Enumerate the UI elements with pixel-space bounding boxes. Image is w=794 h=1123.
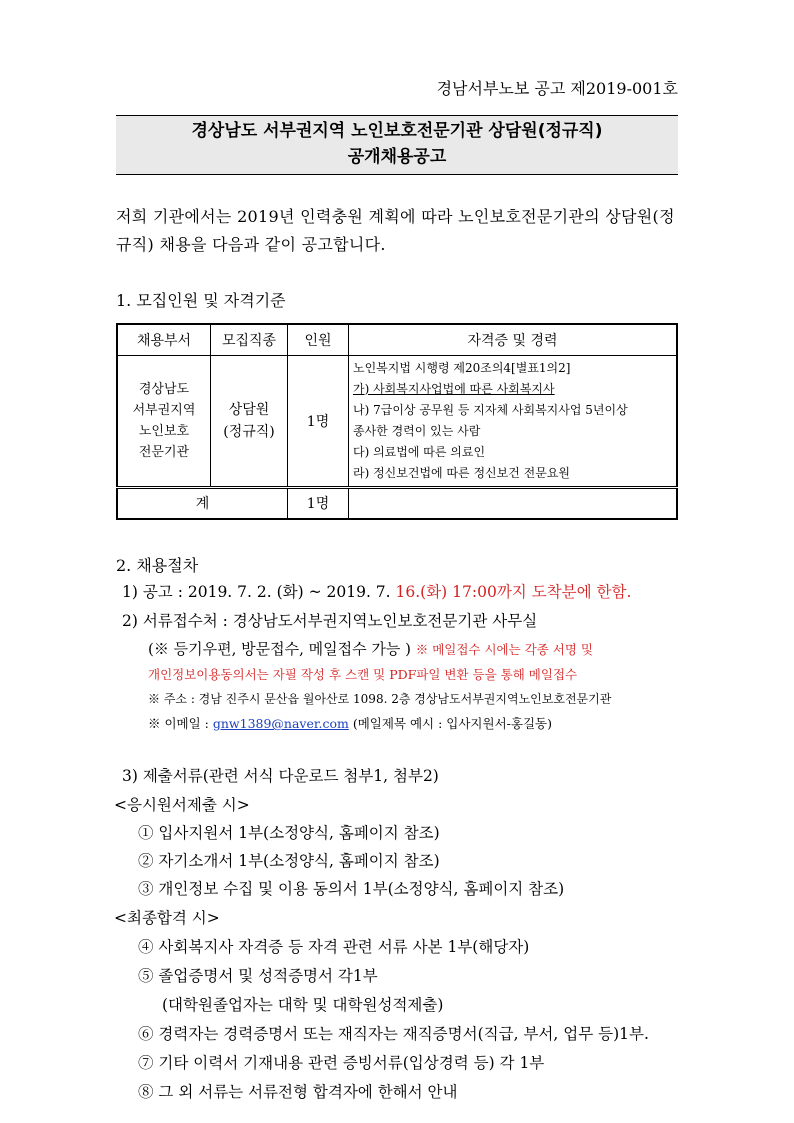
final-docs-heading: <최종합격 시> bbox=[114, 909, 220, 927]
job-cell: 상담원 (정규직) bbox=[211, 355, 288, 487]
title-line2: 공개채용공고 bbox=[347, 147, 447, 167]
submission-note: (※ 등기우편, 방문접수, 메일접수 가능 ) ※ 메일접수 시에는 각종 서명 및 bbox=[148, 640, 594, 658]
list-item: ② 자기소개서 1부(소정양식, 홈페이지 참조) bbox=[138, 852, 440, 870]
title-line1: 경상남도 서부권지역 노인보호전문기관 상담원(정규직) bbox=[191, 121, 603, 141]
recruitment-table bbox=[116, 323, 678, 520]
address-line: ※ 주소 : 경남 진주시 문산읍 월아산로 1098. 2층 경상남도서부권지역노인보호전문기관 bbox=[148, 692, 612, 706]
page-title bbox=[116, 115, 678, 175]
submission-note-red: 개인정보이용동의서는 자필 작성 후 스캔 및 PDF파일 변환 등을 통해 메일접수 bbox=[148, 667, 578, 682]
list-item: ⑤ 졸업증명서 및 성적증명서 각1부 bbox=[138, 967, 378, 985]
list-item: ⑥ 경력자는 경력증명서 또는 재직자는 재직증명서(직급, 부서, 업무 등)1부. bbox=[138, 1025, 649, 1043]
table-header-row bbox=[117, 324, 677, 355]
section1-heading: 1. 모집인원 및 자격기준 bbox=[116, 291, 286, 310]
total-label: 계 bbox=[117, 487, 288, 519]
table-row bbox=[117, 355, 677, 487]
qualification-cell: 노인복지법 시행령 제20조의4[별표1의2] 가) 사회복지사업법에 따른 사회복지사 나) 7급이상 공무원 등 지자체 사회복지사업 5년이상 종사한 경력이 있는 사람 다) 의료법에 따른 의료인 라) 정신보건법에 따른 정신보건 전문요원 bbox=[349, 355, 678, 487]
documents-heading: 3) 제출서류(관련 서식 다운로드 첨부1, 첨부2) bbox=[122, 767, 439, 785]
list-item: ① 입사지원서 1부(소정양식, 홈페이지 참조) bbox=[138, 824, 440, 842]
table-total-row bbox=[117, 487, 677, 519]
applicant-docs-heading: <응시원서제출 시> bbox=[114, 796, 250, 814]
total-count: 1명 bbox=[288, 487, 349, 519]
email-line: ※ 이메일 : gnw1389@naver.com (메일제목 예시 : 입사지원서-홍길동) bbox=[148, 716, 552, 731]
header-count: 인원 bbox=[288, 324, 349, 355]
list-item-note: (대학원졸업자는 대학 및 대학원성적제출) bbox=[162, 996, 444, 1014]
list-item: ③ 개인정보 수집 및 이용 동의서 1부(소정양식, 홈페이지 참조) bbox=[138, 880, 565, 898]
header-dept: 채용부서 bbox=[117, 324, 211, 355]
schedule-line: 1) 공고 : 2019. 7. 2. (화) ~ 2019. 7. 16.(화) 17:00까지 도착분에 한함. bbox=[122, 583, 632, 601]
list-item: ④ 사회복지사 자격증 등 자격 관련 서류 사본 1부(해당자) bbox=[138, 938, 530, 956]
section2-heading: 2. 채용절차 bbox=[116, 556, 199, 575]
submission-place: 2) 서류접수처 : 경상남도서부권지역노인보호전문기관 사무실 bbox=[122, 612, 538, 630]
list-item: ⑦ 기타 이력서 기재내용 관련 증빙서류(입상경력 등) 각 1부 bbox=[138, 1054, 545, 1072]
header-job: 모집직종 bbox=[211, 324, 288, 355]
count-cell: 1명 bbox=[288, 355, 349, 487]
dept-cell: 경상남도 서부권지역 노인보호 전문기관 bbox=[117, 355, 211, 487]
header-qualification: 자격증 및 경력 bbox=[349, 324, 678, 355]
email-link[interactable]: gnw1389@naver.com bbox=[212, 716, 349, 731]
intro-paragraph: 저희 기관에서는 2019년 인력충원 계획에 따라 노인보호전문기관의 상담원(정규직) 채용을 다음과 같이 공고합니다. bbox=[116, 207, 675, 254]
notice-number: 경남서부노보 공고 제2019-001호 bbox=[436, 79, 678, 98]
total-empty bbox=[349, 487, 678, 519]
list-item: ⑧ 그 외 서류는 서류전형 합격자에 한해서 안내 bbox=[138, 1083, 458, 1101]
